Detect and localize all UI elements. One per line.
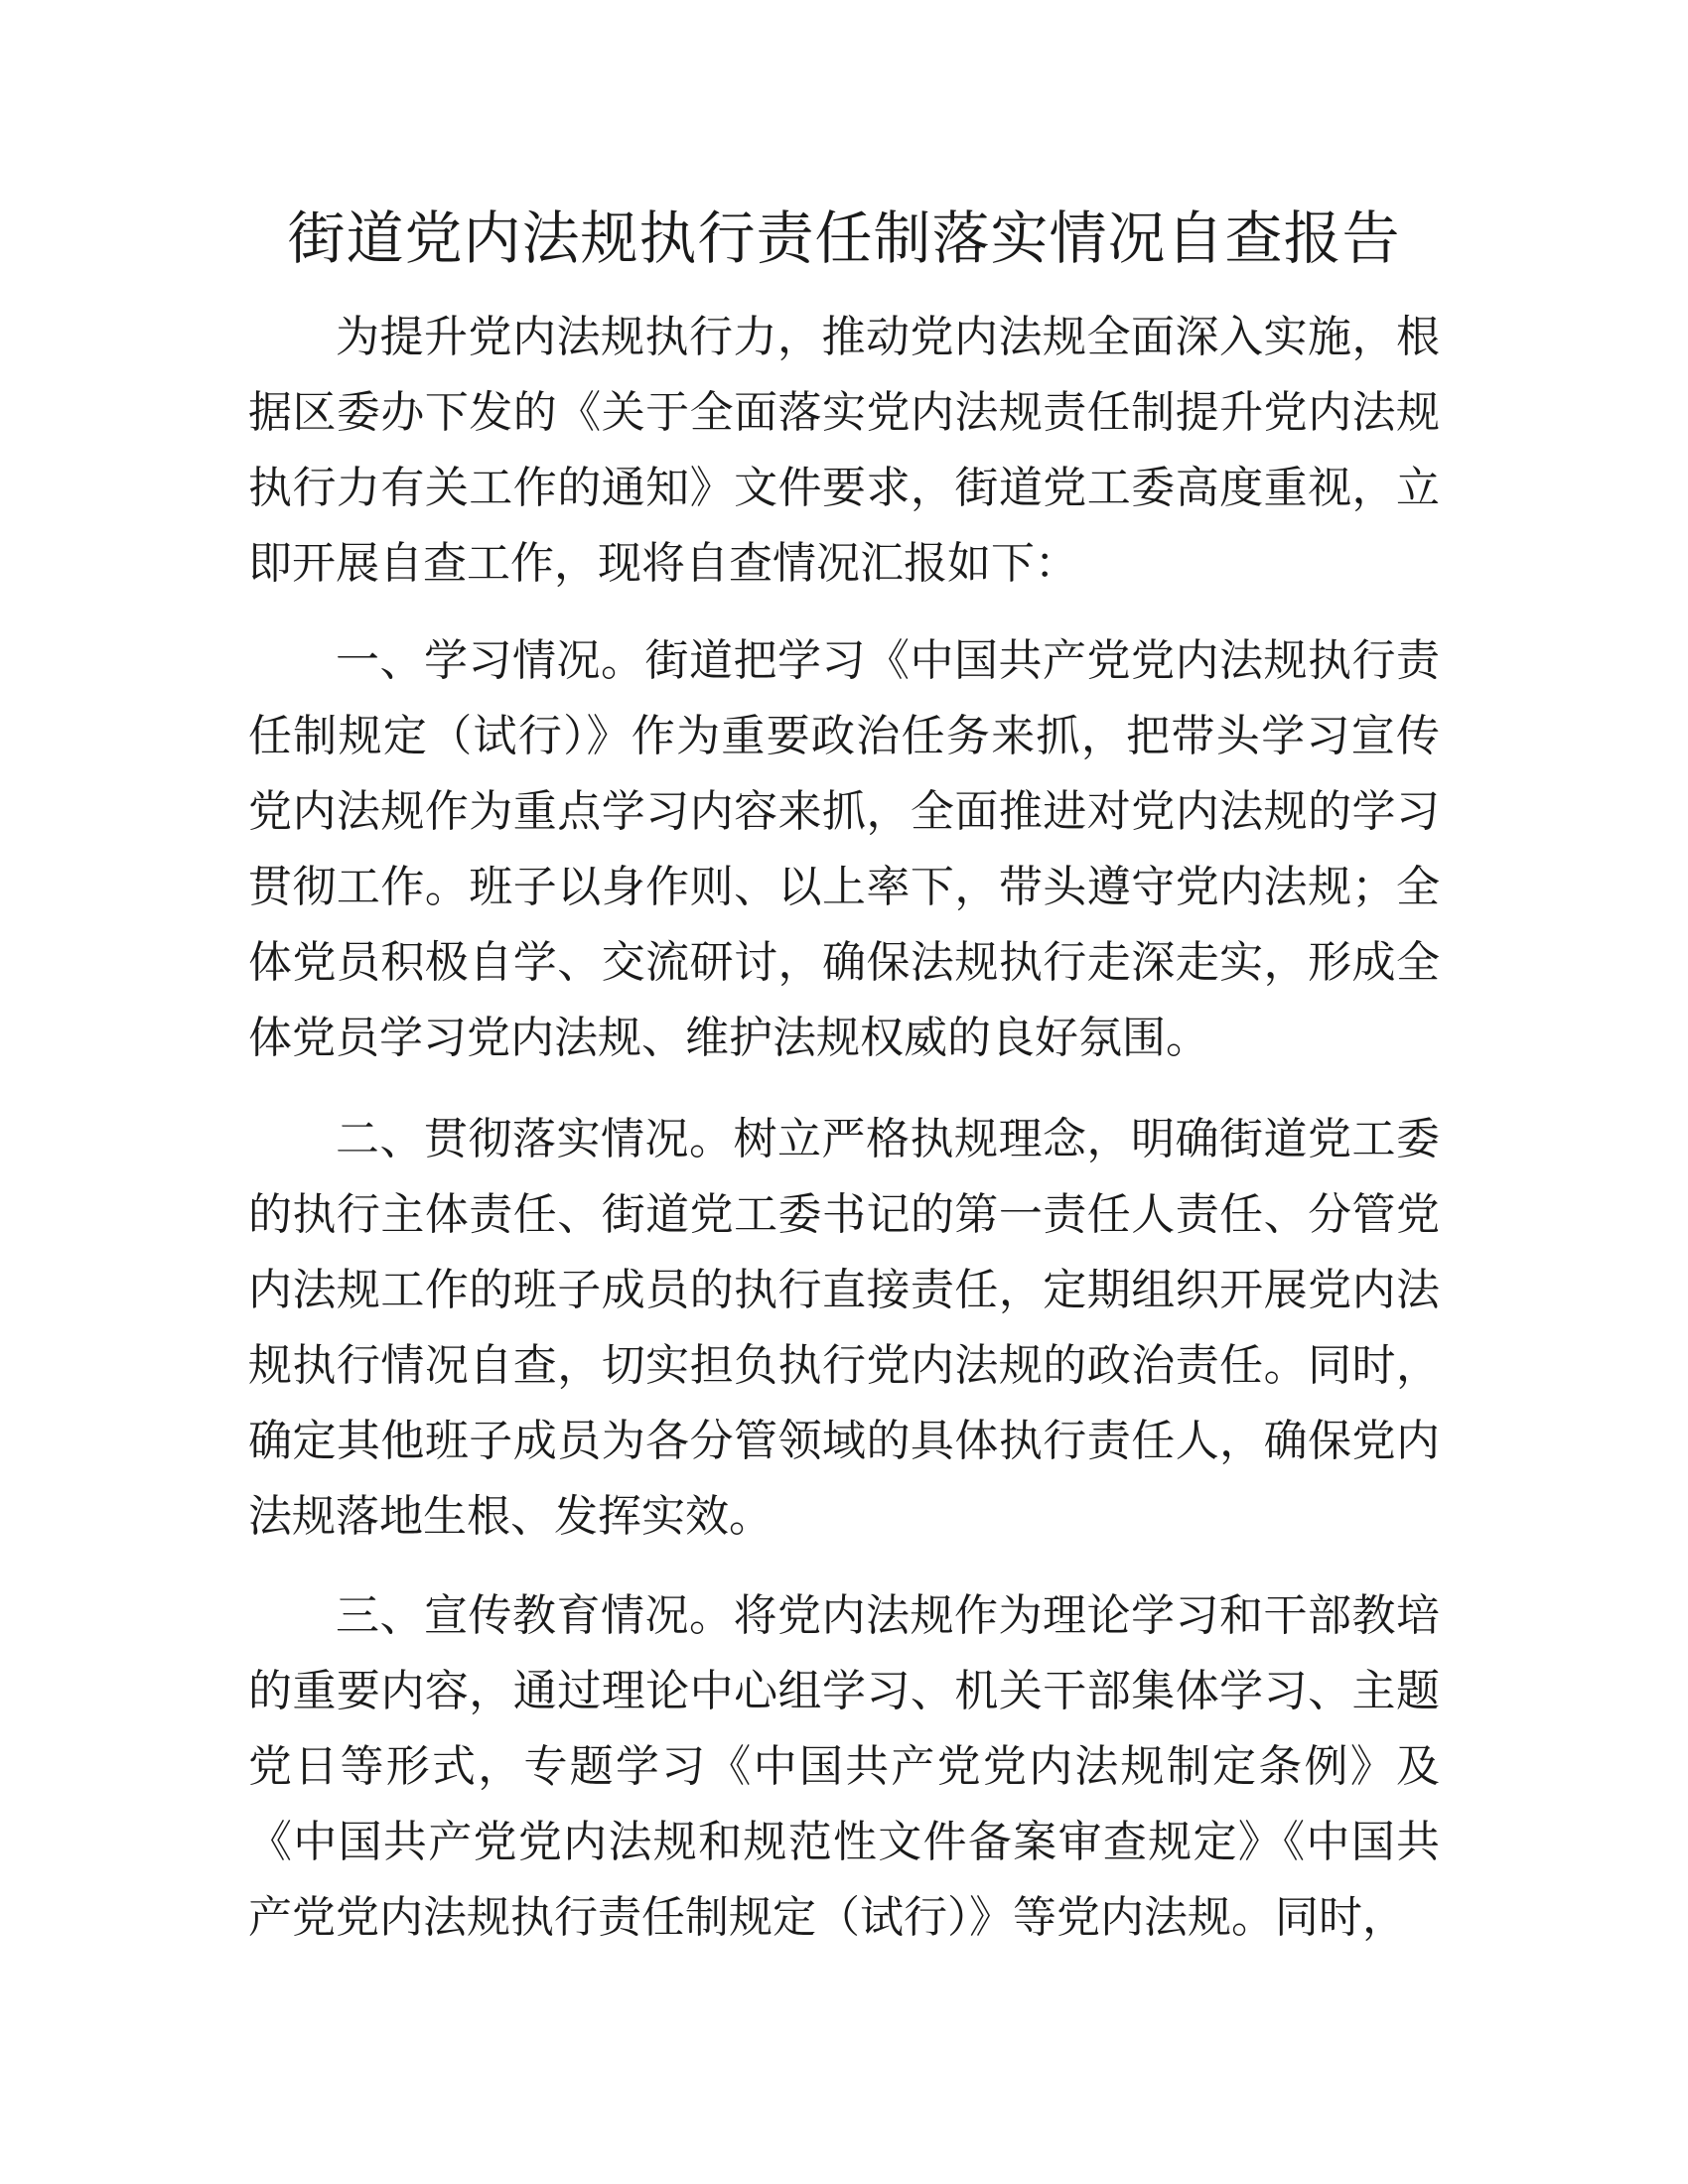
document-title: 街道党内法规执行责任制落实情况自查报告 — [287, 205, 1401, 272]
paragraph-publicity: 三、宣传教育情况。将党内法规作为理论学习和干部教培的重要内容，通过理论中心组学习、机关干部集体学习、主题党日等形式，专题学习《中国共产党党内法规制定条例》及《中国共产党党内法规和规范性文件备案审查规定》《中国共产党党内法规执行责任制规定（试行）》等党内法规。同时， — [248, 1590, 1440, 1943]
paragraph-intro: 为提升党内法规执行力，推动党内法规全面深入实施，根据区委办下发的《关于全面落实党内法规责任制提升党内法规执行力有关工作的通知》文件要求，街道党工委高度重视，立即开展自查工作，现将自查情况汇报如下： — [248, 312, 1440, 589]
paragraph-implementation: 二、贯彻落实情况。树立严格执规理念，明确街道党工委的执行主体责任、街道党工委书记的第一责任人责任、分管党内法规工作的班子成员的执行直接责任，定期组织开展党内法规执行情况自查，切实担负执行党内法规的政治责任。同时，确定其他班子成员为各分管领域的具体执行责任人，确保党内法规落地生根、发挥实效。 — [248, 1114, 1440, 1542]
paragraph-study: 一、学习情况。街道把学习《中国共产党党内法规执行责任制规定（试行）》作为重要政治任务来抓，把带头学习宣传党内法规作为重点学习内容来抓，全面推进对党内法规的学习贯彻工作。班子以身作则、以上率下，带头遵守党内法规；全体党员积极自学、交流研讨，确保法规执行走深走实，形成全体党员学习党内法规、维护法规权威的良好氛围。 — [248, 635, 1440, 1063]
